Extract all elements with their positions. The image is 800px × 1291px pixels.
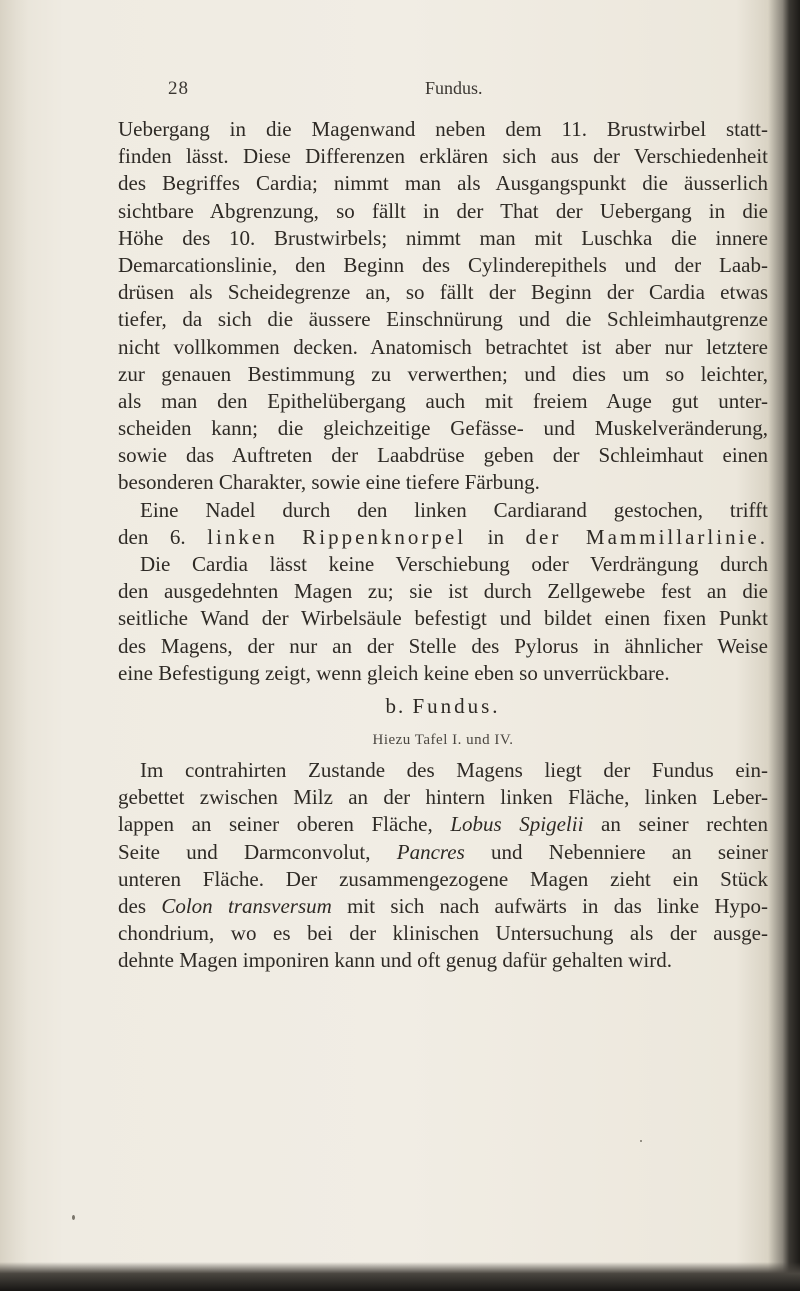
text-line: unteren Fläche. Der zusammengezogene Magen zieht ein Stück [118, 866, 768, 891]
text-fragment: lappen an seiner oberen Fläche, [118, 812, 451, 837]
section-title: Fundus. [412, 693, 501, 718]
text-line: Eine Nadel durch den linken Cardiarand gestochen, trifft [140, 497, 768, 522]
plate-reference: Hiezu Tafel I. und IV. [372, 731, 514, 748]
text-line [118, 893, 768, 920]
section-heading [118, 687, 768, 727]
text-line: drüsen als Scheidegrenze an, so fällt der Beginn der Cardia etwas [118, 280, 768, 305]
text-line: Demarcationslinie, den Beginn des Cylinderepithels und der Laab- [118, 252, 768, 277]
latin-term: Colon transversum [161, 893, 332, 918]
text-line: scheiden kann; die gleichzeitige Gefässe- und Muskelveränderung, [118, 416, 768, 441]
text-line: finden lässt. Diese Differenzen erklären sich aus der Verschiedenheit [118, 144, 768, 169]
paragraph-cardia-fixation [118, 551, 768, 687]
text-line: den ausgedehnten Magen zu; sie ist durch Zellgewebe fest an die [118, 579, 768, 604]
running-head: Fundus. [425, 78, 483, 98]
page-bottom-shadow [0, 1262, 800, 1291]
text-line: zur genauen Bestimmung zu verwerthen; und dies um so leichter, [118, 361, 768, 386]
emphasis-spaced: linken Rippenknorpel [207, 524, 467, 549]
paragraph-cardia-differences [118, 116, 768, 497]
text-fragment: an seiner rechten [583, 812, 768, 837]
paragraph-fundus-position [118, 757, 768, 975]
text-line: Im contrahirten Zustande des Magens liegt der Fundus ein- [140, 757, 768, 782]
text-line: Höhe des 10. Brustwirbels; nimmt man mit Luschka die innere [118, 225, 768, 250]
page-header [0, 78, 800, 102]
text-line-spaced [118, 524, 768, 551]
text-line: sowie das Auftreten der Laabdrüse geben der Schleimhaut einen [118, 443, 768, 468]
text-line: als man den Epithelübergang auch mit freiem Auge gut unter- [118, 388, 768, 413]
book-spine-shadow [782, 0, 800, 1291]
text-line [118, 811, 768, 838]
text-fragment: Seite und Darmconvolut, [118, 839, 397, 864]
emphasis-spaced: der Mammillarlinie. [525, 524, 768, 549]
text-line: besonderen Charakter, sowie eine tiefere Färbung. [118, 470, 540, 495]
text-line: gebettet zwischen Milz an der hintern linken Fläche, linken Leber- [118, 785, 768, 810]
text-line: nicht vollkommen decken. Anatomisch betrachtet ist aber nur letztere [118, 334, 768, 359]
text-line: tiefer, da sich die äussere Einschnürung und die Schleimhautgrenze [118, 307, 768, 332]
text-line [118, 839, 768, 866]
text-line: des Magens, der nur an der Stelle des Pylorus in ähnlicher Weise [118, 633, 768, 658]
text-fragment: mit sich nach aufwärts in das linke Hypo- [331, 893, 768, 918]
text-fragment: den 6. [118, 524, 208, 549]
text-line: dehnte Magen imponiren kann und oft genug dafür gehalten wird. [118, 948, 673, 973]
page-left-margin-shadow [0, 0, 28, 1291]
text-line: Die Cardia lässt keine Verschiebung oder Verdrängung durch [140, 552, 768, 576]
paragraph-needle [118, 497, 768, 551]
text-fragment: in [466, 524, 526, 549]
text-fragment: und Nebenniere an seiner [464, 839, 768, 864]
text-line: sichtbare Abgrenzung, so fällt in der That der Uebergang in die [118, 198, 768, 223]
text-line: chondrium, wo es bei der klinischen Untersuchung als der ausge- [118, 921, 768, 946]
latin-term: Lobus Spigelii [450, 812, 584, 837]
text-line: des Begriffes Cardia; nimmt man als Ausgangspunkt die äusserlich [118, 171, 768, 196]
text-fragment: des [118, 893, 162, 918]
paper-speck [72, 1215, 75, 1220]
text-line: Uebergang in die Magenwand neben dem 11. Brustwirbel statt- [118, 117, 768, 141]
page-number: 28 [168, 78, 189, 99]
latin-term: Pancres [396, 839, 465, 864]
text-line: seitliche Wand der Wirbelsäule befestigt und bildet einen fixen Punkt [118, 606, 768, 631]
section-letter: b. [385, 693, 413, 718]
paper-speck [640, 1140, 642, 1142]
body-text [118, 116, 768, 974]
text-line: eine Befestigung zeigt, wenn gleich keine eben so unverrückbare. [118, 660, 670, 685]
